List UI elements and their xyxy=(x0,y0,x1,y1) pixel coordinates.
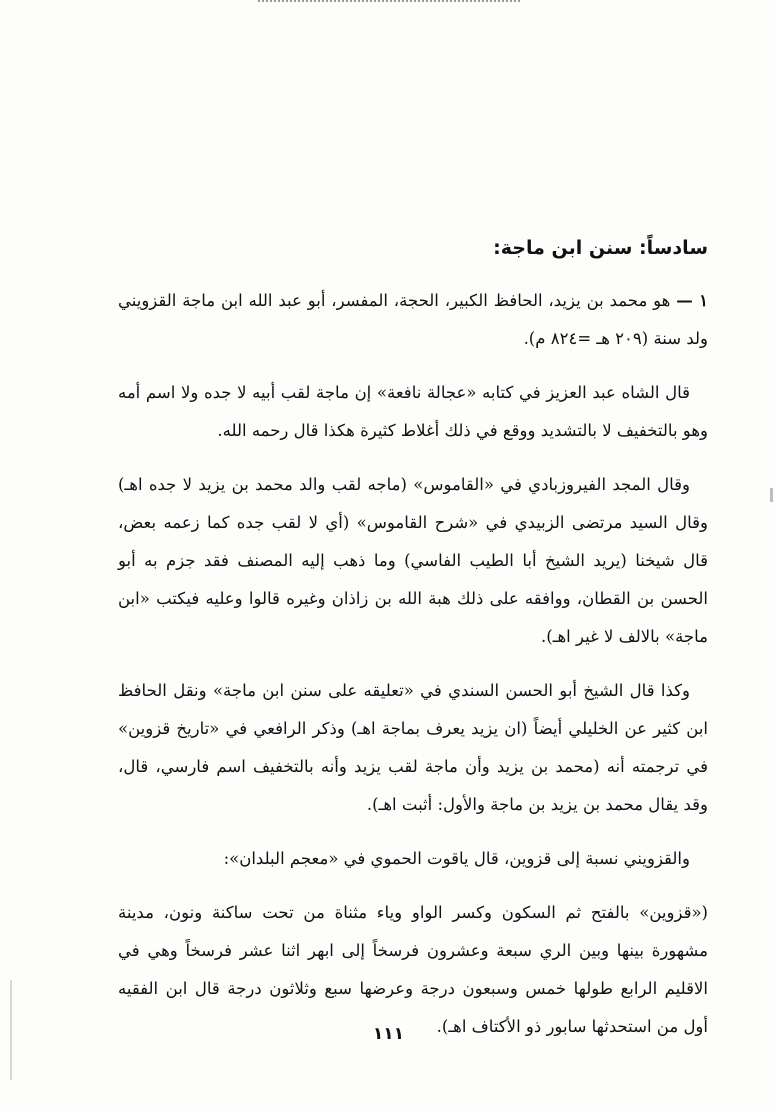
top-dotted-rule xyxy=(258,0,520,5)
paragraph-number: ١ — xyxy=(676,291,708,310)
paragraph-2: قال الشاه عبد العزيز في كتابه «عجالة نافعة» إن ماجة لقب أبيه لا جده ولا اسم أمه وهو بالتخفيف لا بالتشديد ووقع في ذلك أغلاط كثيرة هكذا قال رحمه الله. xyxy=(118,383,708,440)
paragraph-1 xyxy=(118,282,708,358)
page-body xyxy=(118,228,708,1062)
paragraph-3: وقال المجد الفيروزبادي في «القاموس» (ماجه لقب والد محمد بن يزيد لا جده اهـ) وقال السيد مرتضى الزبيدي في «شرح القاموس» (أي لا لقب جده كما زعمه بعض، قال شيخنا (يريد الشيخ أبا الطيب الفاسي) وما ذهب إليه المصنف فقد جزم به أبو الحسن بن القطان، ووافقه على ذلك هبة الله بن زاذان وغيره قالوا وعليه فيكتب «ابن ماجة» بالالف لا غير اهـ). xyxy=(118,475,708,646)
binding-mark xyxy=(770,488,773,502)
paragraph-6: («قزوين» بالفتح ثم السكون وكسر الواو وياء مثناة من تحت ساكنة ونون، مدينة مشهورة بينها وبين الري سبعة وعشرون فرسخاً إلى ابهر اثنا عشر فرسخاً وهي في الاقليم الرابع طولها خمس وسبعون درجة وعرضها سبع وثلاثون درجة قال ابن الفقيه أول من استحدثها سابور ذو الأكتاف اهـ). xyxy=(118,903,708,1036)
paragraph-text: هو محمد بن يزيد، الحافظ الكبير، الحجة، المفسر، أبو عبد الله ابن ماجة القزويني ولد سنة (٢٠٩ هـ =٨٢٤ م). xyxy=(118,291,708,348)
page-number: ١١١ xyxy=(372,1024,405,1044)
paragraph-4: وكذا قال الشيخ أبو الحسن السندي في «تعليقه على سنن ابن ماجة» ونقل الحافظ ابن كثير عن الخليلي أيضاً (ان يزيد يعرف بماجة اهـ) وذكر الرافعي في «تاريخ قزوين» في ترجمته أنه (محمد بن يزيد وأن ماجة لقب يزيد وأنه بالتخفيف اسم فارسي، قال، وقد يقال محمد بن يزيد بن ماجة والأول: أثبت اهـ). xyxy=(118,681,708,814)
section-heading: سادساً: سنن ابن ماجة: xyxy=(493,237,708,259)
paragraph-5: والقزويني نسبة إلى قزوين، قال ياقوت الحموي في «معجم البلدان»: xyxy=(223,849,690,868)
